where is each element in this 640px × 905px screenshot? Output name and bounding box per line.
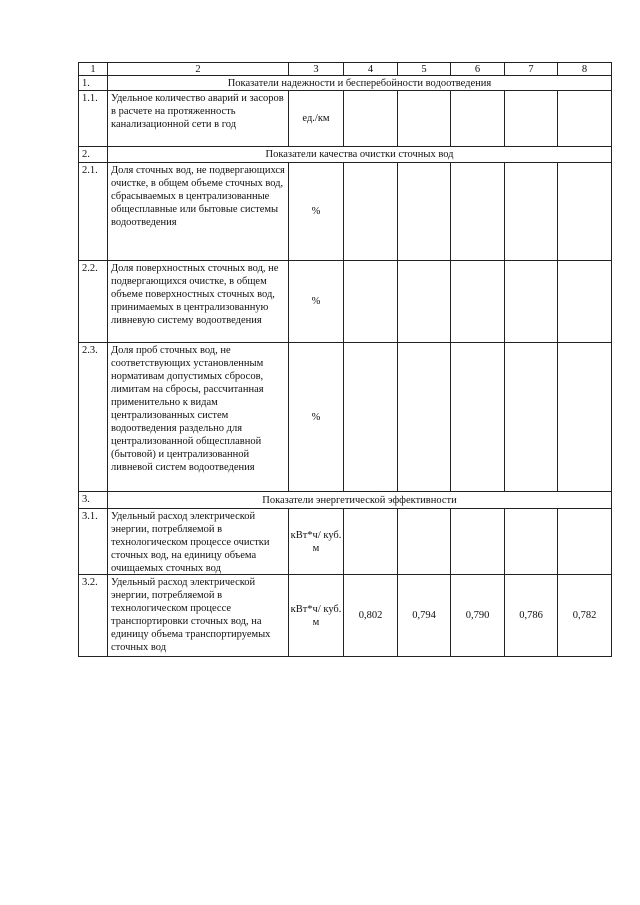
value-cell (344, 163, 398, 261)
value-cell (451, 163, 505, 261)
column-header: 4 (344, 63, 398, 76)
section-title: Показатели энергетической эффективности (108, 492, 612, 509)
column-header: 2 (108, 63, 289, 76)
value-cell (558, 261, 612, 343)
row-number: 2.2. (79, 261, 108, 343)
row-number: 2.3. (79, 343, 108, 492)
value-cell (505, 343, 558, 492)
value-cell (344, 91, 398, 147)
unit-cell: % (289, 261, 344, 343)
value-cell (505, 509, 558, 575)
table-row (79, 575, 612, 657)
column-header: 5 (398, 63, 451, 76)
indicator-description: Удельное количество аварий и засоров в расчете на протяженность канализационной сети в год (108, 91, 289, 147)
indicators-table (78, 62, 612, 657)
value-cell (344, 509, 398, 575)
value-cell (558, 343, 612, 492)
value-cell (558, 163, 612, 261)
column-number-row (79, 63, 612, 76)
unit-cell: % (289, 343, 344, 492)
section-row (79, 492, 612, 509)
indicator-description: Удельный расход электрической энергии, потребляемой в технологическом процессе очистки сточных вод, на единицу объема очищаемых сточных вод (108, 509, 289, 575)
column-header: 6 (451, 63, 505, 76)
row-number: 1.1. (79, 91, 108, 147)
column-header: 8 (558, 63, 612, 76)
section-title: Показатели качества очистки сточных вод (108, 147, 612, 163)
section-row (79, 147, 612, 163)
value-cell (505, 261, 558, 343)
value-cell: 0,802 (344, 575, 398, 657)
unit-cell: ед./км (289, 91, 344, 147)
value-cell: 0,782 (558, 575, 612, 657)
value-cell (398, 343, 451, 492)
value-cell (451, 261, 505, 343)
value-cell (398, 261, 451, 343)
section-number: 1. (79, 76, 108, 91)
value-cell (398, 163, 451, 261)
column-header: 1 (79, 63, 108, 76)
row-number: 3.2. (79, 575, 108, 657)
value-cell (451, 91, 505, 147)
table-row (79, 509, 612, 575)
value-cell (398, 91, 451, 147)
row-number: 3.1. (79, 509, 108, 575)
table-row (79, 163, 612, 261)
indicator-description: Доля проб сточных вод, не соответствующих установленным нормативам допустимых сбросов, лимитам на сбросы, рассчитанная применительно к видам централизованных систем водоотведения раздельно для централизованной общесплавной (бытовой) и централизованной ливневой систем водоотведения (108, 343, 289, 492)
section-title: Показатели надежности и бесперебойности водоотведения (108, 76, 612, 91)
unit-cell: кВт*ч/ куб. м (289, 509, 344, 575)
value-cell: 0,786 (505, 575, 558, 657)
section-row (79, 76, 612, 91)
value-cell: 0,790 (451, 575, 505, 657)
section-number: 3. (79, 492, 108, 509)
value-cell (344, 261, 398, 343)
table-row (79, 261, 612, 343)
indicator-description: Доля сточных вод, не подвергающихся очистке, в общем объеме сточных вод, сбрасываемых в централизованные общесплавные или бытовые системы водоотведения (108, 163, 289, 261)
value-cell (558, 91, 612, 147)
value-cell (451, 509, 505, 575)
value-cell (398, 509, 451, 575)
value-cell (558, 509, 612, 575)
value-cell (505, 163, 558, 261)
table-row (79, 343, 612, 492)
indicator-description: Доля поверхностных сточных вод, не подвергающихся очистке, в общем объеме поверхностных сточных вод, принимаемых в централизованную ливневую систему водоотведения (108, 261, 289, 343)
column-header: 3 (289, 63, 344, 76)
unit-cell: % (289, 163, 344, 261)
value-cell (505, 91, 558, 147)
row-number: 2.1. (79, 163, 108, 261)
unit-cell: кВт*ч/ куб. м (289, 575, 344, 657)
table-row (79, 91, 612, 147)
column-header: 7 (505, 63, 558, 76)
value-cell (344, 343, 398, 492)
indicator-description: Удельный расход электрической энергии, потребляемой в технологическом процессе транспортировки сточных вод, на единицу объема транспортируемых сточных вод (108, 575, 289, 657)
value-cell: 0,794 (398, 575, 451, 657)
section-number: 2. (79, 147, 108, 163)
value-cell (451, 343, 505, 492)
